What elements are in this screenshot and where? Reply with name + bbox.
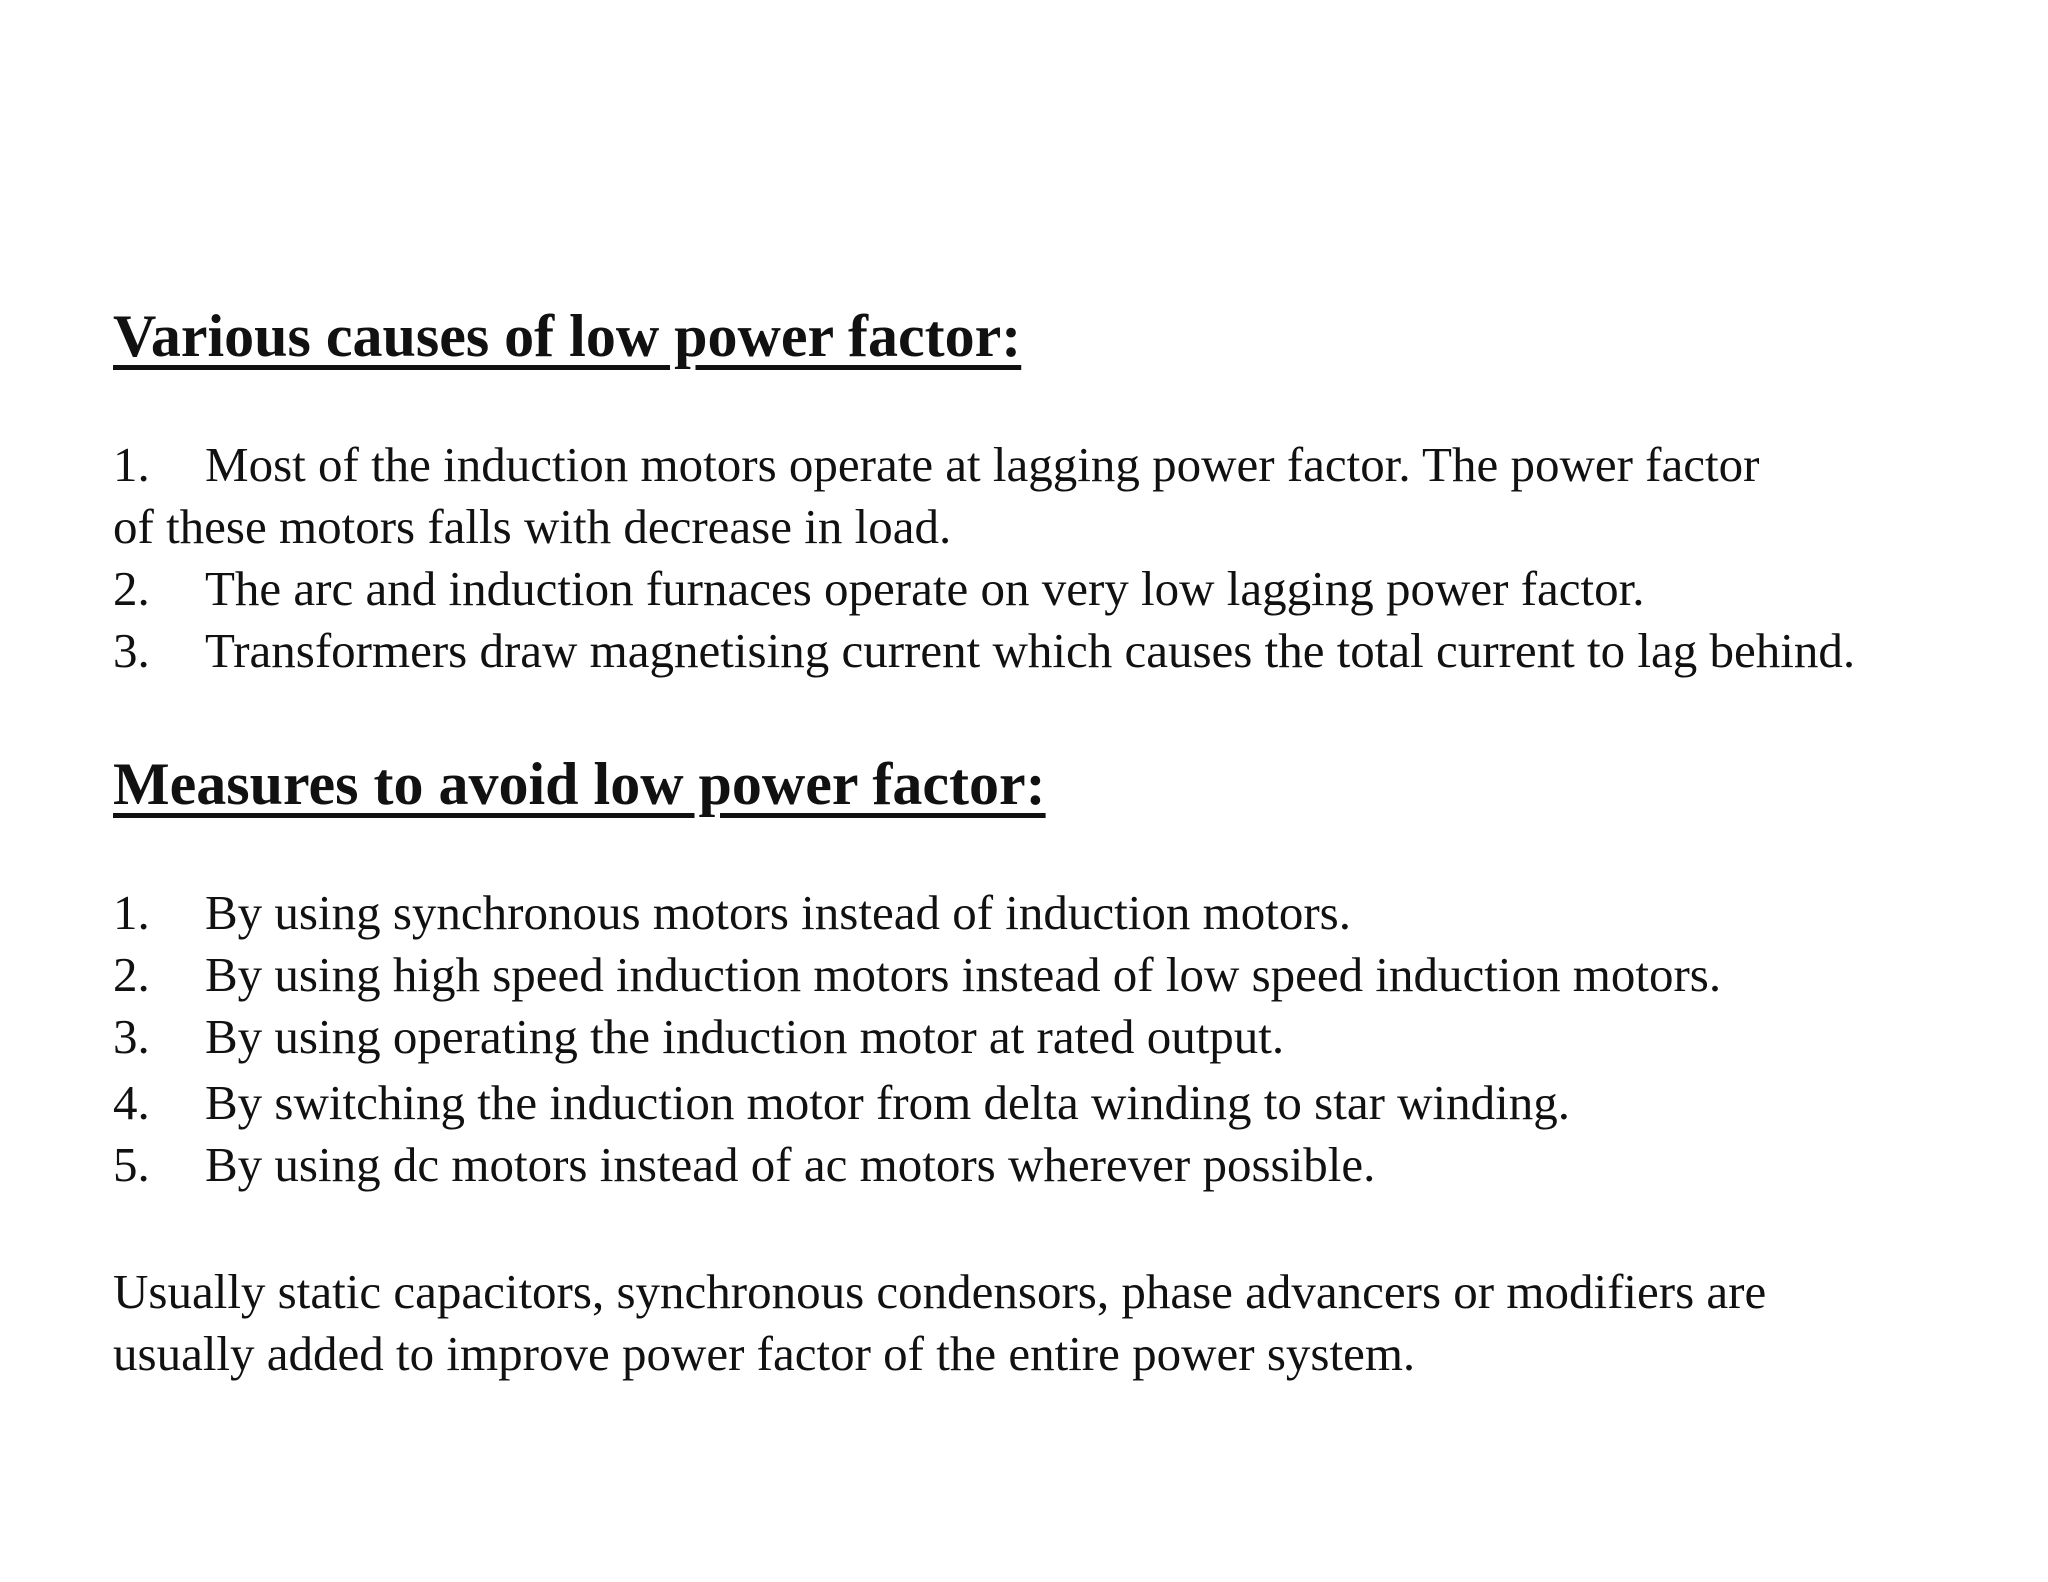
measures-item-2 [113, 945, 1721, 1005]
item-number: 1. [113, 437, 150, 492]
item-number: 2. [113, 561, 150, 616]
item-text: Most of the induction motors operate at lagging power factor. The power factor [205, 437, 1760, 492]
item-number: 2. [113, 947, 150, 1002]
measures-item-1 [113, 883, 1351, 943]
causes-item-3 [113, 621, 1855, 681]
conclusion-line-1: Usually static capacitors, synchronous condensors, phase advancers or modifiers are [113, 1264, 1767, 1319]
item-number: 4. [113, 1075, 150, 1130]
item-text: Transformers draw magnetising current which causes the total current to lag behind. [205, 623, 1856, 678]
item-text: The arc and induction furnaces operate on very low lagging power factor. [205, 561, 1645, 616]
item-text: By using operating the induction motor at rated output. [205, 1009, 1285, 1064]
item-number: 1. [113, 885, 150, 940]
causes-item-1 [113, 435, 1759, 495]
item-number: 3. [113, 1009, 150, 1064]
measures-item-3 [113, 1007, 1284, 1067]
item-number: 3. [113, 623, 150, 678]
causes-heading: Various causes of low power factor: [113, 303, 1022, 369]
conclusion-line-2: usually added to improve power factor of the entire power system. [113, 1326, 1416, 1381]
item-text: By using synchronous motors instead of induction motors. [205, 885, 1351, 940]
causes-item-2 [113, 559, 1645, 619]
item-text: By switching the induction motor from delta winding to star winding. [205, 1075, 1571, 1130]
measures-item-4 [113, 1073, 1570, 1133]
measures-heading: Measures to avoid low power factor: [113, 751, 1046, 817]
item-text: By using high speed induction motors instead of low speed induction motors. [205, 947, 1722, 1002]
item-number: 5. [113, 1137, 150, 1192]
item-text: By using dc motors instead of ac motors wherever possible. [205, 1137, 1376, 1192]
causes-item-1-continuation: of these motors falls with decrease in load. [113, 499, 952, 554]
measures-item-5 [113, 1135, 1375, 1195]
